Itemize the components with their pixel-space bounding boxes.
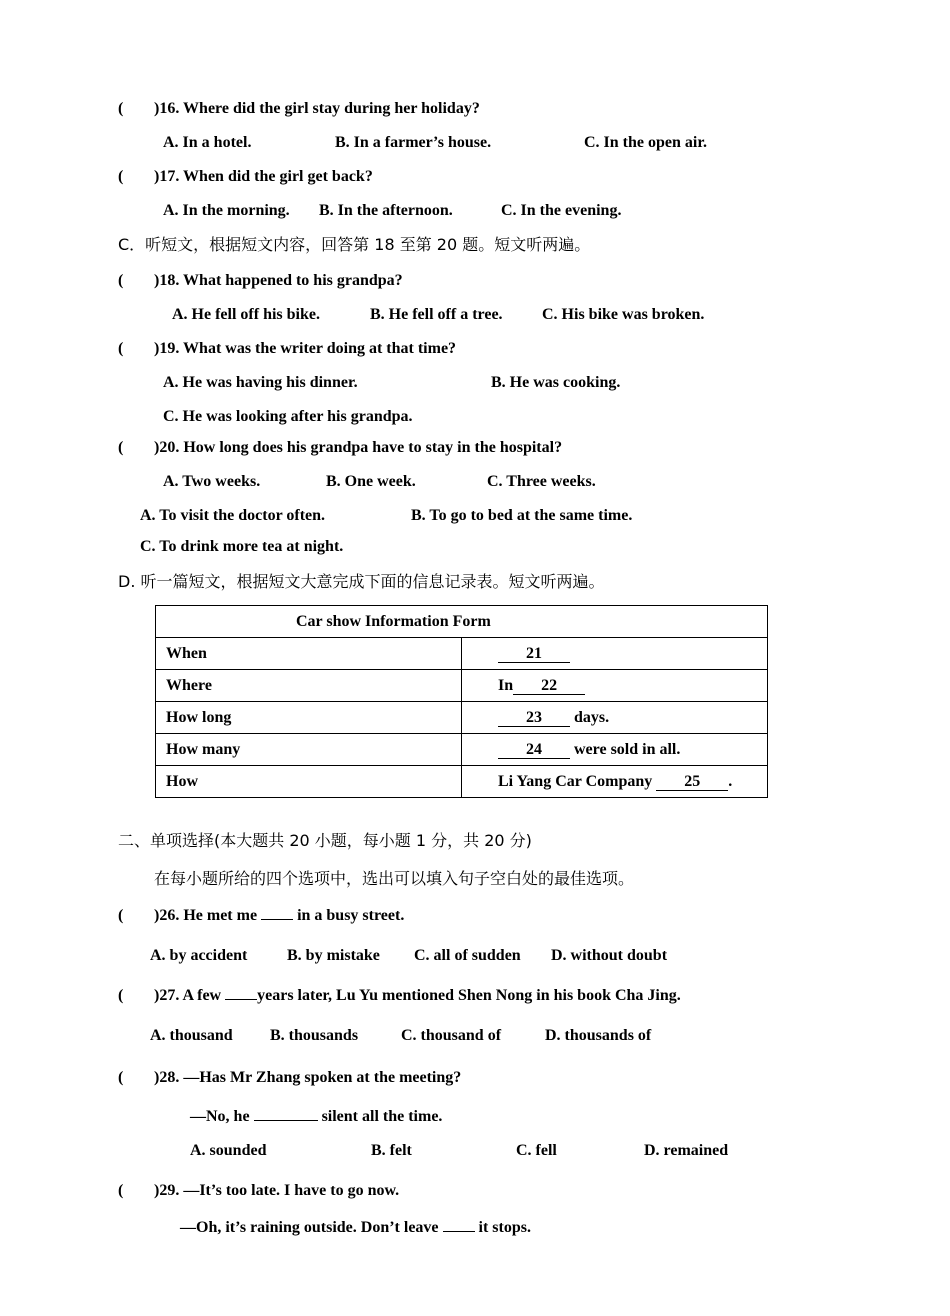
row-label: How long [156,702,462,734]
row-label: How [156,766,462,798]
option-b: B. One week. [326,473,416,490]
answer-paren: ( [118,168,124,185]
row-prefix: Li Yang Car Company [498,772,657,790]
option-b: B. In a farmer’s house. [335,134,492,151]
row-label: Where [156,670,462,702]
row-suffix: days. [570,708,610,726]
question-28-reply [190,1107,442,1127]
option-b: B. by mistake [287,947,380,964]
reply-text: —No, he [190,1108,254,1125]
answer-blank-24[interactable]: 24 [498,741,570,759]
answer-blank-22[interactable]: 22 [513,677,585,695]
row-value [462,734,768,766]
form-title-row [156,606,768,638]
option-c: C. fell [516,1142,557,1159]
option-b: B. To go to bed at the same time. [411,507,633,524]
option-d: D. remained [644,1142,729,1159]
question-27 [118,986,681,1006]
answer-blank-25[interactable]: 25 [656,773,728,791]
answer-paren: ( [118,340,124,357]
question-stem: )18. What happened to his grandpa? [154,272,403,289]
answer-paren: ( [118,1182,124,1199]
form-title: Car show Information Form [156,606,768,638]
option-b: B. felt [371,1142,412,1159]
option-a: A. In a hotel. [163,134,252,151]
option-a: A. thousand [150,1027,233,1044]
option-c: C. Three weeks. [487,473,596,490]
question-18 [118,271,403,291]
row-value [462,638,768,670]
form-row-how-long [156,702,768,734]
answer-blank[interactable] [261,919,293,920]
question-stem: )19. What was the writer doing at that time? [154,340,457,357]
answer-blank-23[interactable]: 23 [498,709,570,727]
question-26 [118,906,404,926]
option-d: D. without doubt [551,947,668,964]
question-stem: )27. A few [154,987,226,1004]
part-2-heading: 二、单项选择(本大题共 20 小题，每小题 1 分，共 20 分) [118,831,532,850]
option-c: C. His bike was broken. [542,306,705,323]
row-label: When [156,638,462,670]
answer-blank-21[interactable]: 21 [498,645,570,663]
question-19 [118,339,456,359]
row-value [462,766,768,798]
option-a: A. In the morning. [163,202,290,219]
question-stem-end: years later, Lu Yu mentioned Shen Nong in his book Cha Jing. [257,987,681,1004]
answer-blank[interactable] [443,1231,475,1232]
answer-paren: ( [118,987,124,1004]
question-stem: )26. He met me [154,907,262,924]
row-value [462,702,768,734]
question-28 [118,1068,461,1088]
option-c: C. In the open air. [584,134,707,151]
option-c: C. He was looking after his grandpa. [163,408,413,425]
question-stem: )29. —It’s too late. I have to go now. [154,1182,400,1199]
answer-paren: ( [118,100,124,117]
question-16 [118,99,480,119]
option-b: B. thousands [270,1027,359,1044]
question-17 [118,167,373,187]
form-row-where [156,670,768,702]
row-value [462,670,768,702]
option-c: C. all of sudden [414,947,521,964]
option-c: C. thousand of [401,1027,502,1044]
question-29 [118,1181,399,1201]
answer-paren: ( [118,272,124,289]
question-stem-end: in a busy street. [293,907,405,924]
form-row-when [156,638,768,670]
question-stem: )17. When did the girl get back? [154,168,373,185]
row-suffix: were sold in all. [570,740,681,758]
part-2-instruction: 在每小题所给的四个选项中，选出可以填入句子空白处的最佳选项。 [154,869,635,888]
form-row-how-many [156,734,768,766]
option-b: B. He fell off a tree. [370,306,503,323]
section-c-instruction: C．听短文，根据短文内容，回答第 18 至第 20 题。短文听两遍。 [118,235,591,254]
answer-paren: ( [118,439,124,456]
row-suffix: . [728,772,733,790]
option-a: A. sounded [190,1142,267,1159]
option-c: C. In the evening. [501,202,622,219]
reply-text-end: it stops. [474,1219,531,1236]
question-20 [118,438,562,458]
row-label: How many [156,734,462,766]
option-d: D. thousands of [545,1027,652,1044]
question-29-reply [180,1218,531,1238]
reply-text: —Oh, it’s raining outside. Don’t leave [180,1219,443,1236]
option-a: A. by accident [150,947,248,964]
option-b: B. He was cooking. [491,374,621,391]
answer-blank[interactable] [225,999,257,1000]
option-b: B. In the afternoon. [319,202,453,219]
row-prefix: In [498,676,514,694]
option-a: A. To visit the doctor often. [140,507,326,524]
option-a: A. He was having his dinner. [163,374,358,391]
question-stem: )16. Where did the girl stay during her holiday? [154,100,480,117]
option-a: A. Two weeks. [163,473,261,490]
car-show-information-form [155,605,768,798]
reply-text-end: silent all the time. [317,1108,443,1125]
section-d-instruction: D. 听一篇短文，根据短文大意完成下面的信息记录表。短文听两遍。 [118,572,605,591]
answer-blank[interactable] [254,1120,318,1121]
option-a: A. He fell off his bike. [172,306,320,323]
answer-paren: ( [118,1069,124,1086]
option-c: C. To drink more tea at night. [140,538,344,555]
form-row-how [156,766,768,798]
question-stem: )20. How long does his grandpa have to stay in the hospital? [154,439,563,456]
answer-paren: ( [118,907,124,924]
question-stem: )28. —Has Mr Zhang spoken at the meeting? [154,1069,462,1086]
